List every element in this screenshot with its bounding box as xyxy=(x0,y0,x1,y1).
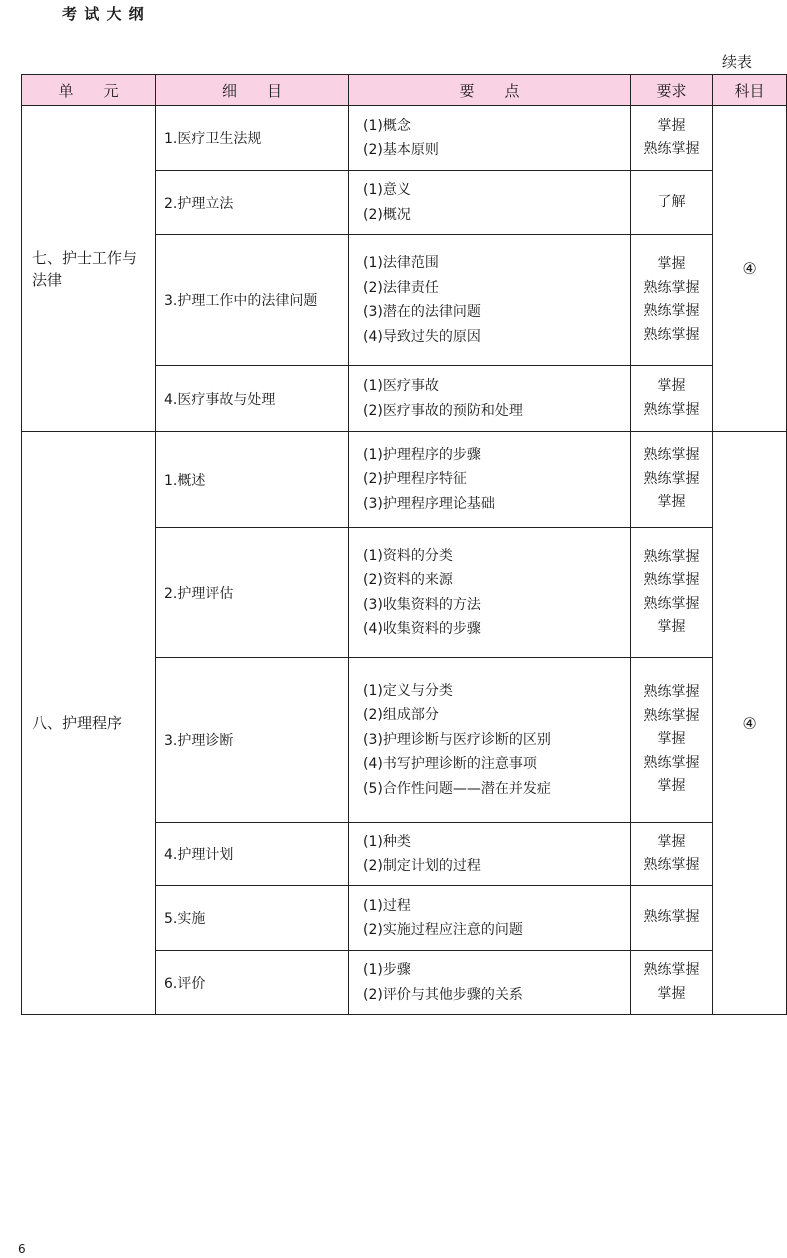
table-header-row xyxy=(22,75,787,106)
requirements-cell xyxy=(631,432,713,528)
subject-cell: ④ xyxy=(713,432,787,1015)
requirements-cell xyxy=(631,171,713,235)
item-cell: 3.护理工作中的法律问题 xyxy=(156,235,349,366)
points-cell xyxy=(349,658,631,823)
point-item: (1)定义与分类 xyxy=(363,682,453,699)
requirement-item: 熟练掌握 xyxy=(643,303,700,319)
points-cell xyxy=(349,528,631,658)
requirement-item: 掌握 xyxy=(657,256,686,272)
point-item: (1)种类 xyxy=(363,833,411,850)
point-item: (4)导致过失的原因 xyxy=(363,328,481,345)
table-row xyxy=(22,432,787,528)
requirement-item: 熟练掌握 xyxy=(643,962,700,978)
requirement-item: 熟练掌握 xyxy=(643,401,700,418)
requirements-cell xyxy=(631,106,713,171)
point-item: (1)医疗事故 xyxy=(363,378,439,394)
unit-cell xyxy=(22,432,156,1015)
requirement-item: 熟练掌握 xyxy=(643,909,700,926)
requirement-item: 掌握 xyxy=(657,778,686,795)
item-cell: 5.实施 xyxy=(156,886,349,951)
requirement-item: 熟练掌握 xyxy=(643,548,700,565)
point-item: (1)步骤 xyxy=(363,962,411,978)
requirements-cell xyxy=(631,658,713,823)
point-item: (2)法律责任 xyxy=(363,279,439,296)
point-item: (4)书写护理诊断的注意事项 xyxy=(363,756,537,773)
page-title: 考 试 大 纲 xyxy=(62,5,145,23)
point-item: (1)概念 xyxy=(363,117,411,134)
unit-cell xyxy=(22,106,156,432)
points-cell xyxy=(349,432,631,528)
item-cell: 1.医疗卫生法规 xyxy=(156,106,349,171)
requirement-item: 熟练掌握 xyxy=(643,572,700,588)
points-cell xyxy=(349,171,631,235)
requirement-item: 掌握 xyxy=(657,378,686,394)
table-body xyxy=(22,106,787,1015)
points-cell xyxy=(349,366,631,432)
point-item: (3)护理诊断与医疗诊断的区别 xyxy=(363,731,551,748)
point-item: (1)意义 xyxy=(363,182,411,198)
point-item: (1)过程 xyxy=(363,897,411,914)
item-cell: 1.概述 xyxy=(156,432,349,528)
requirement-item: 掌握 xyxy=(657,985,686,1002)
point-item: (3)潜在的法律问题 xyxy=(363,304,481,320)
requirement-item: 熟练掌握 xyxy=(643,707,700,724)
points-cell xyxy=(349,951,631,1015)
subject-cell: ④ xyxy=(713,106,787,432)
points-cell xyxy=(349,106,631,171)
item-cell: 3.护理诊断 xyxy=(156,658,349,823)
requirement-item: 熟练掌握 xyxy=(643,595,700,612)
point-item: (2)医疗事故的预防和处理 xyxy=(363,402,523,419)
requirements-cell xyxy=(631,886,713,951)
column-header-item: 细 目 xyxy=(156,75,349,106)
continued-label: 续表 xyxy=(722,53,753,71)
points-cell xyxy=(349,886,631,951)
requirement-item: 掌握 xyxy=(657,117,686,134)
point-item: (2)评价与其他步骤的关系 xyxy=(363,986,523,1003)
requirements-cell xyxy=(631,528,713,658)
requirements-cell xyxy=(631,235,713,366)
point-item: (5)合作性问题——潜在并发症 xyxy=(363,780,551,797)
point-item: (2)实施过程应注意的问题 xyxy=(363,922,523,938)
unit-name-line: 八、护理程序 xyxy=(32,714,123,732)
requirement-item: 掌握 xyxy=(657,494,686,511)
requirement-item: 了解 xyxy=(657,193,686,210)
point-item: (2)资料的来源 xyxy=(363,572,453,588)
point-item: (4)收集资料的步骤 xyxy=(363,621,481,637)
point-item: (1)资料的分类 xyxy=(363,547,453,564)
page-number: 6 xyxy=(18,1242,26,1256)
point-item: (2)组成部分 xyxy=(363,707,439,724)
unit-name-line: 法律 xyxy=(32,270,63,289)
column-header-unit: 单 元 xyxy=(22,75,156,106)
item-cell: 4.医疗事故与处理 xyxy=(156,366,349,432)
point-item: (2)制定计划的过程 xyxy=(363,858,481,874)
requirement-item: 熟练掌握 xyxy=(643,754,700,771)
column-header-requirement: 要求 xyxy=(631,75,713,106)
table-row xyxy=(22,106,787,171)
requirements-cell xyxy=(631,823,713,886)
point-item: (3)护理程序理论基础 xyxy=(363,495,495,512)
requirement-item: 掌握 xyxy=(657,619,686,635)
point-item: (3)收集资料的方法 xyxy=(363,596,481,613)
requirement-item: 熟练掌握 xyxy=(643,326,700,343)
requirement-item: 熟练掌握 xyxy=(643,447,700,464)
requirement-item: 熟练掌握 xyxy=(643,857,700,873)
point-item: (2)护理程序特征 xyxy=(363,471,467,488)
unit-name-line: 七、护士工作与 xyxy=(32,248,138,267)
requirement-item: 掌握 xyxy=(657,731,686,748)
requirement-item: 熟练掌握 xyxy=(643,141,700,157)
points-cell xyxy=(349,235,631,366)
item-cell: 2.护理立法 xyxy=(156,171,349,235)
point-item: (1)法律范围 xyxy=(363,255,439,271)
point-item: (2)概况 xyxy=(363,206,411,223)
requirement-item: 掌握 xyxy=(657,833,686,850)
column-header-subject: 科目 xyxy=(713,75,787,106)
item-cell: 6.评价 xyxy=(156,951,349,1015)
syllabus-table xyxy=(21,74,787,1015)
item-cell: 2.护理评估 xyxy=(156,528,349,658)
point-item: (1)护理程序的步骤 xyxy=(363,446,481,463)
point-item: (2)基本原则 xyxy=(363,142,439,158)
requirements-cell xyxy=(631,951,713,1015)
requirements-cell xyxy=(631,366,713,432)
column-header-points: 要 点 xyxy=(349,75,631,106)
points-cell xyxy=(349,823,631,886)
requirement-item: 熟练掌握 xyxy=(643,470,700,487)
requirement-item: 熟练掌握 xyxy=(643,684,700,701)
requirement-item: 熟练掌握 xyxy=(643,279,700,296)
item-cell: 4.护理计划 xyxy=(156,823,349,886)
